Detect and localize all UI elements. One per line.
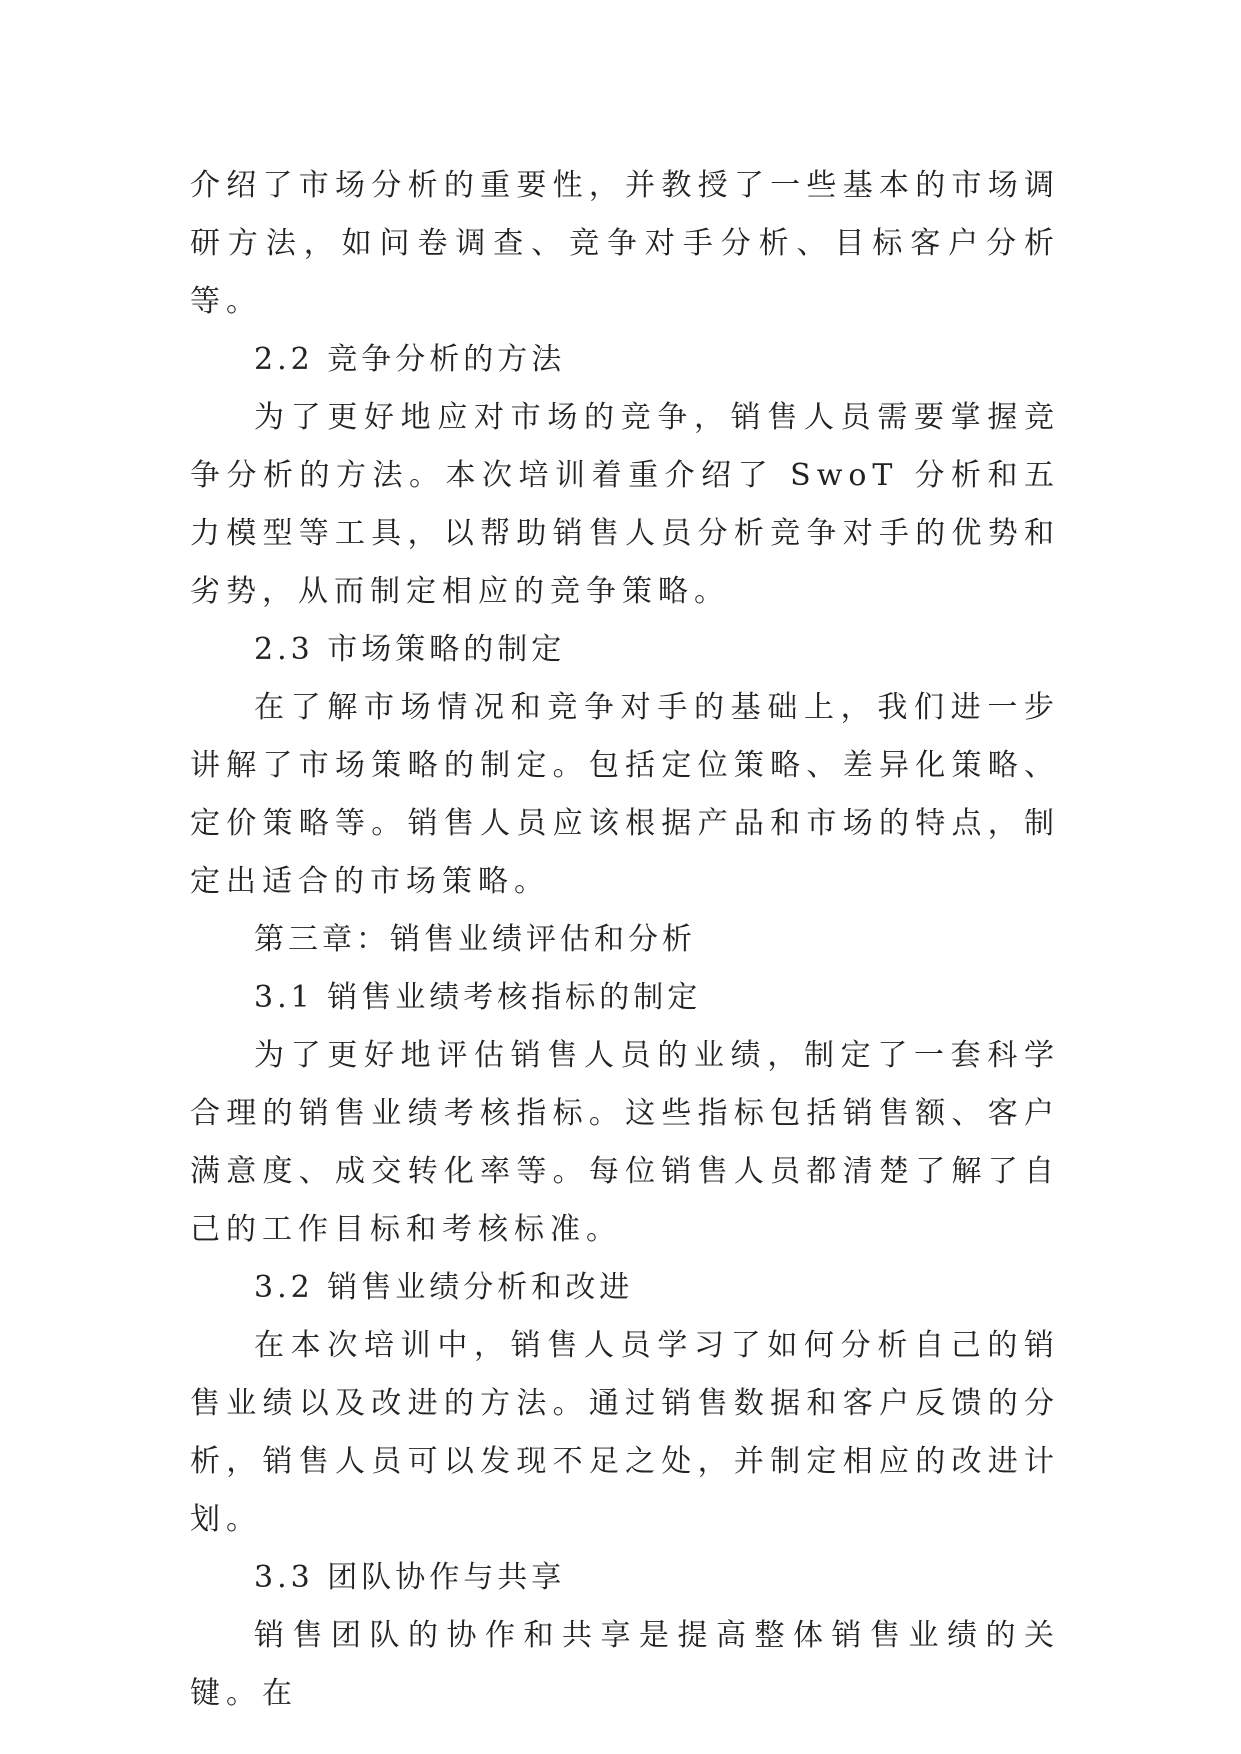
paragraph-team-collaboration: 销售团队的协作和共享是提高整体销售业绩的关键。在 [190, 1618, 1060, 1711]
section-heading-2-3: 2.3 市场策略的制定 [254, 632, 566, 667]
section-heading-3-2: 3.2 销售业绩分析和改进 [254, 1270, 634, 1305]
paragraph-competition-analysis: 为了更好地应对市场的竞争，销售人员需要掌握竞争分析的方法。本次培训着重介绍了 SwoT 分析和五力模型等工具，以帮助销售人员分析竞争对手的优势和劣势，从而制定相应的竞争策略。 [190, 400, 1060, 609]
paragraph-market-strategy: 在了解市场情况和竞争对手的基础上，我们进一步讲解了市场策略的制定。包括定位策略、差异化策略、定价策略等。销售人员应该根据产品和市场的特点，制定出适合的市场策略。 [190, 690, 1060, 899]
paragraph-market-research-methods: 介绍了市场分析的重要性，并教授了一些基本的市场调研方法，如问卷调查、竞争对手分析、目标客户分析等。 [190, 168, 1060, 319]
section-heading-3-3: 3.3 团队协作与共享 [254, 1560, 566, 1595]
chapter-heading-3: 第三章：销售业绩评估和分析 [254, 922, 696, 957]
section-heading-2-2: 2.2 竞争分析的方法 [254, 342, 566, 377]
section-heading-3-1: 3.1 销售业绩考核指标的制定 [254, 980, 702, 1015]
paragraph-performance-indicators: 为了更好地评估销售人员的业绩，制定了一套科学合理的销售业绩考核指标。这些指标包括销售额、客户满意度、成交转化率等。每位销售人员都清楚了解了自己的工作目标和考核标准。 [190, 1038, 1060, 1247]
paragraph-performance-analysis: 在本次培训中，销售人员学习了如何分析自己的销售业绩以及改进的方法。通过销售数据和客户反馈的分析，销售人员可以发现不足之处，并制定相应的改进计划。 [190, 1328, 1060, 1537]
document-body [190, 157, 1060, 1723]
